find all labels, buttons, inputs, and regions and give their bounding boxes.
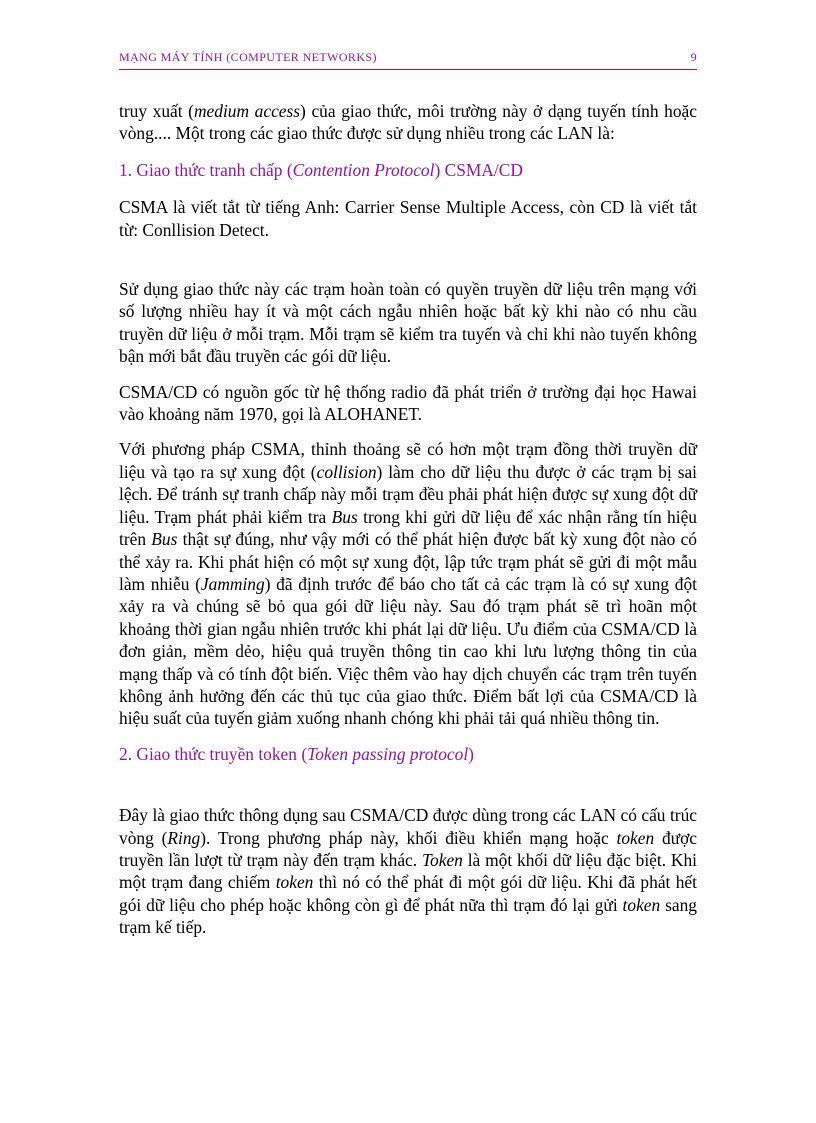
page-number: 9 <box>690 50 697 64</box>
paragraph-csma-origin: CSMA/CD có nguồn gốc từ hệ thống radio đã phát triển ở trường đại học Hawai vào khoảng năm 1970, gọi là ALOHANET. <box>119 381 697 425</box>
paragraph-csma-definition: CSMA là viết tắt từ tiếng Anh: Carrier Sense Multiple Access, còn CD là viết tắt từ: Conllision Detect. <box>119 197 697 240</box>
paragraph-csma-method: Với phương pháp CSMA, thỉnh thoảng sẽ có hơn một trạm đồng thời truyền dữ liệu và tạo ra sự xung đột (collision) làm cho dữ liệu thu được ở các trạm bị sai lệch. Để tránh sự tranh chấp này mỗi trạm đều phải phát hiện được sự xung đột dữ liệu. Trạm phát phải kiểm tra Bus trong khi gửi dữ liệu để xác nhận rằng tín hiệu trên Bus thật sự đúng, như vậy mới có thể phát hiện được bất kỳ xung đột nào có thể xảy ra. Khi phát hiện có một sự xung đột, lập tức trạm phát sẽ gửi đi một mẫu làm nhiễu (Jamming) đã định trước để báo cho tất cả các trạm là có sự xung đột xảy ra và chúng sẽ bỏ qua gói dữ liệu này. Sau đó trạm phát sẽ trì hoãn một khoảng thời gian ngẫu nhiên trước khi phát lại dữ liệu. Ưu điểm của CSMA/CD là đơn giản, mềm dẻo, hiệu quả truyền thông tin cao khi lưu lượng thông tin của mạng thấp và có tính đột biến. Việc thêm vào hay dịch chuyển các trạm trên tuyến không ảnh hưởng đến các thủ tục của giao thức. Điểm bất lợi của CSMA/CD là hiệu suất của tuyến giảm xuống nhanh chóng khi phải tải quá nhiều thông tin. <box>119 439 698 729</box>
paragraph-intro: truy xuất (medium access) của giao thức, môi trường này ở dạng tuyến tính hoặc vòng.... Một trong các giao thức được sử dụng nhiều trong các LAN là: <box>119 101 697 144</box>
paragraph-token-passing: Đây là giao thức thông dụng sau CSMA/CD được dùng trong các LAN có cấu trúc vòng (Ring). Trong phương pháp này, khối điều khiển mạng hoặc token được truyền lần lượt từ trạm này đến trạm khác. Token là một khối dữ liệu đặc biệt. Khi một trạm đang chiếm token thì nó có thể phát đi một gói dữ liệu. Khi đã phát hết gói dữ liệu cho phép hoặc không còn gì để phát nữa thì trạm đó lại gửi token sang trạm kế tiếp. <box>119 805 698 938</box>
section-heading-csma-cd: 1. Giao thức tranh chấp (Contention Protocol) CSMA/CD <box>119 159 523 180</box>
document-body <box>119 100 697 939</box>
header-title: MẠNG MÁY TÍNH (COMPUTER NETWORKS) <box>119 50 377 64</box>
section-heading-token-passing: 2. Giao thức truyền token (Token passing protocol) <box>119 743 474 764</box>
page-header <box>119 50 697 65</box>
paragraph-csma-usage: Sử dụng giao thức này các trạm hoàn toàn có quyền truyền dữ liệu trên mạng với số lượng nhiều hay ít và một cách ngẫu nhiên hoặc bất kỳ khi nào có nhu cầu truyền dữ liệu ở mỗi trạm. Mỗi trạm sẽ kiểm tra tuyến và chỉ khi nào tuyến không bận mới bắt đầu truyền các gói dữ liệu. <box>119 279 697 367</box>
header-divider <box>119 69 697 70</box>
